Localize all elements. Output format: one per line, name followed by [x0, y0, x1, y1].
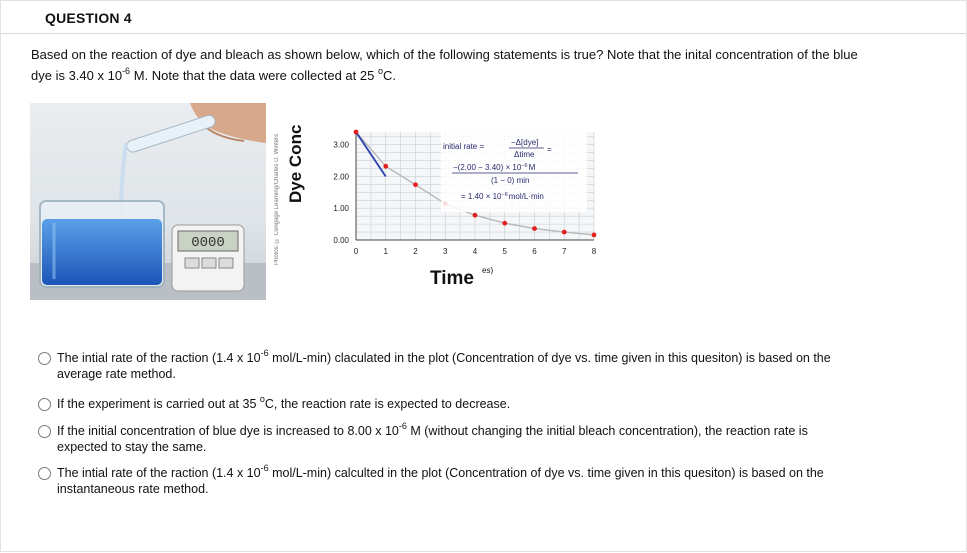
data-point — [592, 233, 597, 238]
rate-annotation — [441, 132, 587, 212]
svg-text:Δtime — [514, 150, 535, 159]
svg-text:= — [547, 145, 552, 154]
beaker-photo — [30, 103, 266, 300]
option-exponent: -6 — [260, 348, 269, 358]
annotation-denominator: (1 − 0) min — [491, 176, 530, 185]
x-tick-label: 2 — [413, 247, 418, 256]
x-axis-title: Time — [430, 268, 475, 289]
annotation-numerator: −(2.00 − 3.40) × 10 — [453, 163, 522, 172]
svg-text:(1 − 0) min — [491, 176, 529, 185]
option-text: mol/L-min) calculted in the plot (Concentration of dye vs. time given in this quesiton) is based on the — [268, 466, 824, 480]
annotation-unit: mol/L·min — [508, 192, 544, 201]
option-text-d — [57, 465, 897, 497]
radio-button-b[interactable] — [38, 398, 51, 411]
question-title: QUESTION 4 — [45, 10, 132, 26]
x-axis-title-fragment: es) — [482, 266, 494, 275]
x-tick-label: 4 — [472, 247, 478, 256]
x-tick-label: 1 — [383, 247, 388, 256]
y-axis-title: Dye Conc — [286, 124, 305, 203]
annotation-denominator: Δtime — [514, 150, 535, 159]
annotation-numerator: −Δ[dye] — [511, 138, 539, 147]
question-header — [0, 0, 967, 34]
x-tick-label: 3 — [443, 247, 448, 256]
option-exponent: -6 — [260, 463, 269, 473]
reaction-figure — [30, 103, 600, 303]
option-text: C, the reaction rate is expected to decrease. — [264, 397, 511, 411]
svg-text:−Δ[dye] — [511, 138, 538, 147]
data-point — [562, 230, 567, 235]
option-text: expected to stay the same. — [57, 440, 207, 454]
svg-text:initial rate = — [443, 142, 484, 151]
data-point — [473, 213, 478, 218]
option-text: The intial rate of the raction (1.4 x 10 — [57, 351, 261, 365]
annotation-unit: M — [528, 163, 536, 172]
question-prompt — [31, 44, 931, 86]
prompt-text: dye is 3.40 x 10 — [31, 68, 123, 83]
x-tick-label: 8 — [591, 247, 597, 256]
option-text: If the initial concentration of blue dye is increased to 8.00 x 10 — [57, 424, 399, 438]
data-point — [502, 221, 507, 226]
option-text-c — [57, 423, 897, 455]
radio-button-d[interactable] — [38, 467, 51, 480]
option-text: mol/L-min) claculated in the plot (Concentration of dye vs. time given in this quesiton) is based on the — [268, 351, 831, 365]
radio-button-a[interactable] — [38, 352, 51, 365]
x-tick-label: 7 — [562, 247, 567, 256]
prompt-text: C. — [382, 68, 396, 83]
option-text-a — [57, 350, 897, 382]
option-exponent: -6 — [398, 421, 407, 431]
degree-symbol: o — [377, 66, 383, 76]
option-text: instantaneous rate method. — [57, 482, 209, 496]
annotation-result: = 1.40 × 10 — [461, 192, 502, 201]
prompt-text: M. Note that the data were collected at 25 — [130, 68, 378, 83]
prompt-line1: Based on the reaction of dye and bleach as shown below, which of the following statements is true? Note that the inital concentration of the blue — [31, 47, 858, 62]
option-text: average rate method. — [57, 367, 176, 381]
prompt-line2 — [31, 68, 396, 83]
annotation-exponent: −6 — [501, 192, 508, 198]
x-tick-label: 0 — [353, 247, 359, 256]
beaker-photo-illustration — [30, 103, 266, 300]
annotation-text: initial rate = — [443, 142, 485, 151]
y-tick-label: 3.00 — [333, 140, 349, 150]
x-tick-label: 5 — [502, 247, 507, 256]
radio-button-c[interactable] — [38, 425, 51, 438]
option-text: M (without changing the initial bleach concentration), the reaction rate is — [406, 424, 808, 438]
data-point — [413, 182, 418, 187]
annotation-exponent: −6 — [521, 163, 528, 169]
y-tick-label: 1.00 — [333, 204, 349, 214]
option-text: If the experiment is carried out at 35 — [57, 397, 260, 411]
prompt-exponent: -6 — [122, 66, 131, 76]
timer-display: 0000 — [191, 235, 225, 251]
y-tick-label: 2.00 — [333, 172, 349, 182]
data-point — [383, 164, 388, 169]
option-text-b — [57, 396, 897, 412]
data-point — [532, 226, 537, 231]
option-exponent: o — [259, 394, 265, 404]
annotation-text: = — [547, 145, 552, 154]
y-tick-label: 0.00 — [333, 236, 349, 245]
photo-credit: Photos: © Cengage Learning/Charles D. Winters — [274, 133, 280, 265]
option-text: The intial rate of the raction (1.4 x 10 — [57, 466, 261, 480]
data-point — [354, 130, 359, 135]
x-tick-label: 6 — [532, 247, 537, 256]
